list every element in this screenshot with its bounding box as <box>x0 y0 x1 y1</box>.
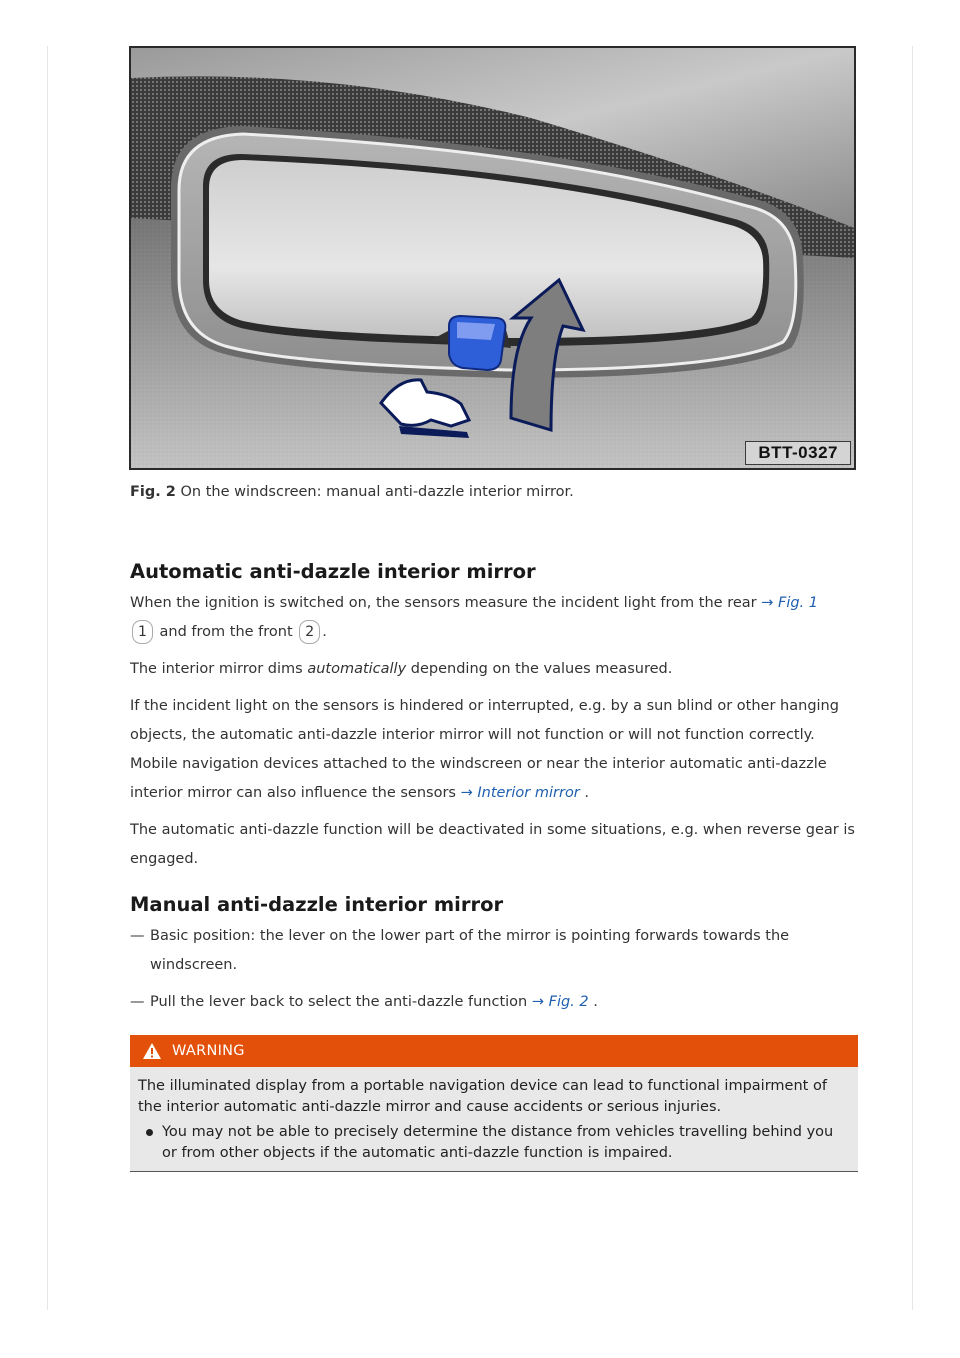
auto-p1-text-a: When the ignition is switched on, the sensors measure the incident light from the rear <box>130 595 757 611</box>
warning-title: WARNING <box>172 1043 245 1059</box>
step-item-1 <box>130 922 858 980</box>
mirror-illustration <box>129 46 856 470</box>
arrow-icon: → <box>531 994 544 1010</box>
auto-p1-text-b: and from the front <box>159 624 293 640</box>
auto-p2-text-b: depending on the values measured. <box>410 661 673 677</box>
auto-paragraph-3 <box>130 692 858 808</box>
heading-manual-mirror: Manual anti-dazzle interior mirror <box>130 893 504 916</box>
figure-caption-label: Fig. 2 <box>130 484 176 500</box>
auto-p2-emphasis: automatically <box>307 661 407 677</box>
auto-paragraph-2 <box>130 655 858 684</box>
callout-number-2: 2 <box>299 620 320 644</box>
warning-box <box>130 1035 858 1172</box>
link-fig-1-label: Fig. 1 <box>777 595 819 611</box>
callout-number-1: 1 <box>132 620 153 644</box>
step-1-text: Basic position: the lever on the lower part of the mirror is pointing forwards towards the windscreen. <box>150 928 790 973</box>
step-2-text: Pull the lever back to select the anti-dazzle function <box>150 994 528 1010</box>
link-fig-2[interactable] <box>532 994 589 1010</box>
warning-body <box>130 1067 858 1172</box>
warning-bullet <box>142 1122 844 1164</box>
left-margin-line <box>47 46 48 1310</box>
link-fig-1[interactable] <box>761 595 818 611</box>
auto-p3-end: . <box>584 785 589 801</box>
step-dash: — <box>130 994 145 1010</box>
warning-bullet-text: You may not be able to precisely determine the distance from vehicles travelling behind you or from other objects if the automatic anti-dazzle function is impaired. <box>162 1124 834 1161</box>
figure-id-label: BTT-0327 <box>745 441 851 465</box>
step-item-2 <box>130 988 858 1017</box>
step-2-end: . <box>593 994 598 1010</box>
auto-paragraph-4: The automatic anti-dazzle function will be deactivated in some situations, e.g. when reverse gear is engaged. <box>130 822 855 867</box>
warning-header <box>130 1035 858 1067</box>
bullet-dot-icon <box>146 1129 153 1136</box>
link-interior-mirror-label: Interior mirror <box>477 785 580 801</box>
arrow-icon: → <box>761 595 774 611</box>
link-interior-mirror[interactable] <box>461 785 580 801</box>
auto-paragraph-1 <box>130 589 858 647</box>
figure-caption <box>130 484 574 500</box>
warning-triangle-icon <box>142 1042 162 1060</box>
step-dash: — <box>130 928 145 944</box>
manual-mirror-body <box>130 922 858 1025</box>
auto-p2-text-a: The interior mirror dims <box>130 661 303 677</box>
auto-p1-text-c: . <box>322 624 327 640</box>
warning-text: The illuminated display from a portable navigation device can lead to functional impairment of the interior automatic anti-dazzle mirror and cause accidents or serious injuries. <box>138 1078 827 1115</box>
arrow-icon: → <box>460 785 473 801</box>
figure-caption-text: On the windscreen: manual anti-dazzle interior mirror. <box>180 484 574 500</box>
automatic-mirror-body <box>130 589 858 882</box>
link-fig-2-label: Fig. 2 <box>548 994 589 1010</box>
auto-p3-text: If the incident light on the sensors is hindered or interrupted, e.g. by a sun blind or other hanging objects, the automatic anti-dazzle interior mirror will not function or will not function correctly. Mobile navigation devices attached to the windscreen or near the interior automatic anti-dazzle interior mirror can also influence the sensors <box>130 698 839 801</box>
heading-automatic-mirror: Automatic anti-dazzle interior mirror <box>130 560 536 583</box>
right-margin-line <box>912 46 913 1310</box>
